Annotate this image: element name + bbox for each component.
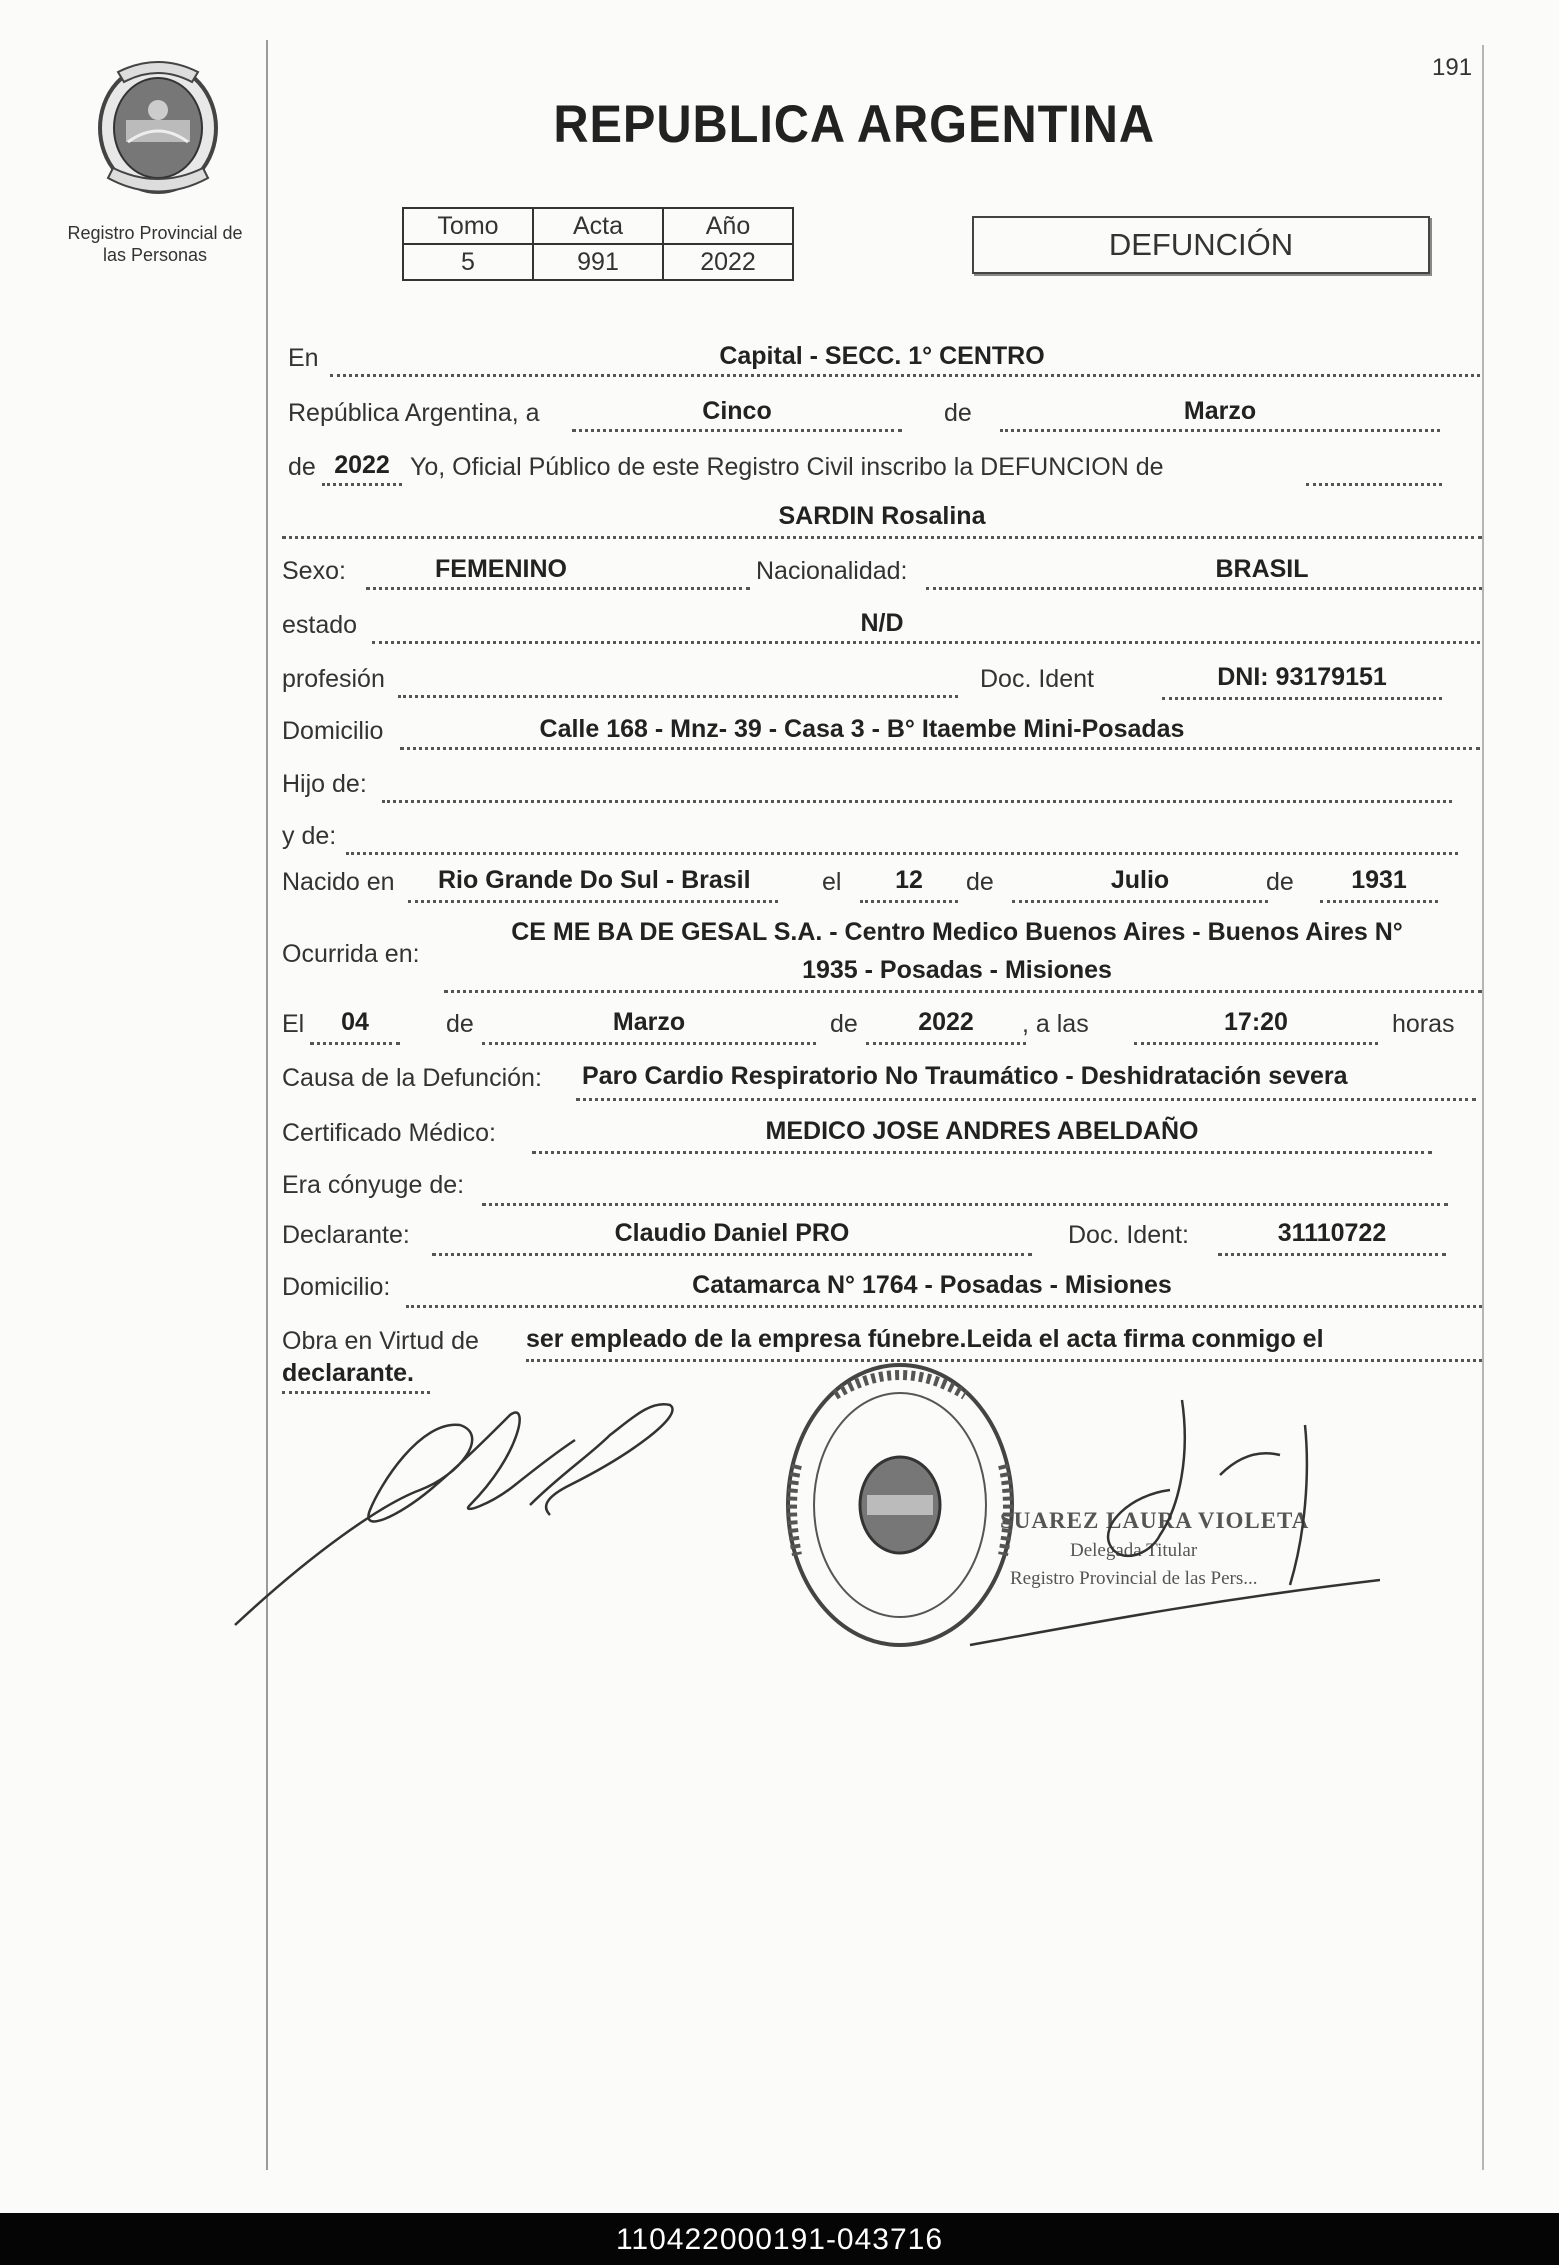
official-signature [960, 1395, 1380, 1665]
dotted-line [330, 374, 1480, 377]
dotted-line [482, 1203, 1448, 1206]
registry-name: Registro Provincial de las Personas [67, 223, 243, 265]
row-fecha-defuncion [282, 1004, 1482, 1044]
row-hijo-de [282, 764, 1482, 804]
acta-value: 991 [533, 244, 663, 280]
estado-value: N/D [860, 609, 904, 637]
row-conyuge [282, 1165, 1482, 1205]
dotted-line [372, 641, 1480, 644]
el2-label: El [282, 1010, 305, 1038]
official-title: Delegada Titular [1070, 1540, 1198, 1561]
death-day: 04 [341, 1008, 369, 1036]
document-title: REPUBLICA ARGENTINA [553, 95, 1156, 154]
record-type-box: DEFUNCIÓN [972, 216, 1430, 274]
domicilio-label: Domicilio [282, 717, 384, 745]
republica-label: República Argentina, a [288, 399, 540, 427]
acta-header: Acta [533, 208, 663, 244]
birth-month: Julio [1110, 866, 1170, 894]
tomo-header: Tomo [403, 208, 533, 244]
nacionalidad-label: Nacionalidad: [756, 557, 908, 585]
dotted-line [432, 1253, 1032, 1256]
page-number: 191 [1432, 54, 1473, 81]
ocurrida-line1: CE ME BA DE GESAL S.A. - Centro Medico Buenos Aires - Buenos Aires N° [511, 918, 1403, 946]
row-certificado [282, 1113, 1482, 1153]
de-label: de [944, 399, 972, 427]
el-label: el [822, 868, 842, 896]
decl-domicilio-value: Catamarca N° 1764 - Posadas - Misiones [692, 1271, 1172, 1299]
row-ocurrida [282, 916, 1482, 1000]
dotted-line [408, 900, 778, 903]
dotted-line [400, 747, 1480, 750]
dotted-line [926, 587, 1482, 590]
row-nacimiento [282, 862, 1482, 902]
row-declaracion [282, 447, 1482, 487]
declarante-label: Declarante: [282, 1221, 410, 1249]
dotted-line [532, 1151, 1432, 1154]
dotted-line [322, 483, 402, 486]
ocurrida-line2: 1935 - Posadas - Misiones [802, 956, 1112, 984]
obra-value-2: declarante. [282, 1359, 415, 1387]
doc-value: DNI: 93179151 [1217, 663, 1387, 691]
decl-domicilio-label: Domicilio: [282, 1273, 391, 1301]
anio-value: 2022 [663, 244, 793, 280]
dotted-line [406, 1305, 1482, 1308]
birth-de1: de [966, 868, 994, 896]
nacido-lugar: Rio Grande Do Sul - Brasil [438, 866, 751, 894]
death-month: Marzo [612, 1008, 686, 1036]
registry-table-header-row [403, 208, 793, 244]
birth-de2: de [1266, 868, 1294, 896]
dotted-line [1012, 900, 1268, 903]
ocurrida-label: Ocurrida en: [282, 940, 420, 968]
obra-label: Obra en Virtud de [282, 1327, 479, 1355]
declarante-doc-label: Doc. Ident: [1068, 1221, 1189, 1249]
dotted-line [282, 1391, 430, 1394]
dotted-line [1218, 1253, 1446, 1256]
right-margin-line [1482, 45, 1484, 2170]
certificado-value: MEDICO JOSE ANDRES ABELDAÑO [765, 1117, 1199, 1145]
tomo-value: 5 [403, 244, 533, 280]
sexo-label: Sexo: [282, 557, 346, 585]
registry-table [402, 207, 794, 281]
dotted-line [310, 1042, 400, 1045]
row-domicilio [282, 711, 1482, 751]
left-margin-line [266, 40, 268, 2170]
dotted-line [444, 990, 1482, 993]
sexo-value: FEMENINO [435, 555, 567, 583]
causa-label: Causa de la Defunción: [282, 1064, 542, 1092]
estado-label: estado [282, 611, 358, 639]
certificado-label: Certificado Médico: [282, 1119, 496, 1147]
year: 2022 [334, 451, 390, 479]
row-estado [282, 605, 1482, 645]
dotted-line [1320, 900, 1438, 903]
death-time: 17:20 [1224, 1008, 1288, 1036]
dotted-line [1000, 429, 1440, 432]
row-en [282, 338, 1482, 378]
row-declarante [282, 1215, 1482, 1255]
profesion-label: profesión [282, 665, 385, 693]
row-deceased-name [282, 498, 1482, 538]
row-y-de [282, 816, 1482, 856]
document-code: 110422000191-043716 [615, 2223, 944, 2256]
dotted-line [382, 800, 1452, 803]
row-fecha-inscripcion [282, 393, 1482, 433]
alas-label: , a las [1022, 1010, 1089, 1038]
en-value: Capital - SECC. 1° CENTRO [719, 342, 1045, 370]
horas-label: horas [1392, 1010, 1455, 1038]
yde-label: y de: [282, 822, 337, 850]
official-org: Registro Provincial de las Pers... [1010, 1568, 1258, 1589]
declarante-value: Claudio Daniel PRO [614, 1219, 850, 1247]
dotted-line [572, 429, 902, 432]
dotted-line [366, 587, 750, 590]
death-year: 2022 [918, 1008, 974, 1036]
day-word: Cinco [702, 397, 772, 425]
birth-day: 12 [895, 866, 923, 894]
causa-value: Paro Cardio Respiratorio No Traumático - Deshidratación severa [582, 1062, 1348, 1090]
domicilio-value: Calle 168 - Mnz- 39 - Casa 3 - B° Itaembe Mini-Posadas [539, 715, 1185, 743]
hijo-label: Hijo de: [282, 770, 367, 798]
declarant-signature [230, 1395, 690, 1645]
dotted-line [860, 900, 958, 903]
dotted-line [482, 1042, 816, 1045]
birth-year: 1931 [1351, 866, 1407, 894]
en-label: En [288, 344, 319, 372]
row-declarante-domicilio [282, 1267, 1482, 1307]
dotted-line [1162, 697, 1442, 700]
nacionalidad-value: BRASIL [1215, 555, 1309, 583]
obra-value-1: ser empleado de la empresa fúnebre.Leida el acta firma conmigo el [526, 1325, 1324, 1353]
dotted-line [576, 1098, 1476, 1101]
misiones-emblem-icon [88, 50, 228, 200]
footer-bar [0, 2213, 1559, 2265]
death-de1: de [446, 1010, 474, 1038]
dotted-line [1134, 1042, 1378, 1045]
row-sexo-nacionalidad [282, 551, 1482, 591]
year-de-label: de [288, 453, 316, 481]
dotted-line [282, 536, 1482, 539]
dotted-line [866, 1042, 1026, 1045]
nacido-label: Nacido en [282, 868, 395, 896]
dotted-line [398, 695, 958, 698]
conyuge-label: Era cónyuge de: [282, 1171, 465, 1199]
row-causa [282, 1058, 1482, 1098]
month: Marzo [1183, 397, 1257, 425]
anio-header: Año [663, 208, 793, 244]
declarante-doc-value: 31110722 [1277, 1219, 1387, 1247]
official-name: SUAREZ LAURA VIOLETA [1000, 1508, 1310, 1533]
registry-table-value-row [403, 244, 793, 280]
deceased-name: SARDIN Rosalina [778, 502, 986, 530]
doc-label: Doc. Ident [980, 665, 1094, 693]
statement: Yo, Oficial Público de este Registro Civil inscribo la DEFUNCION de [410, 453, 1164, 481]
dotted-line [1306, 483, 1442, 486]
death-de2: de [830, 1010, 858, 1038]
dotted-line [346, 852, 1458, 855]
row-profesion-doc [282, 659, 1482, 699]
